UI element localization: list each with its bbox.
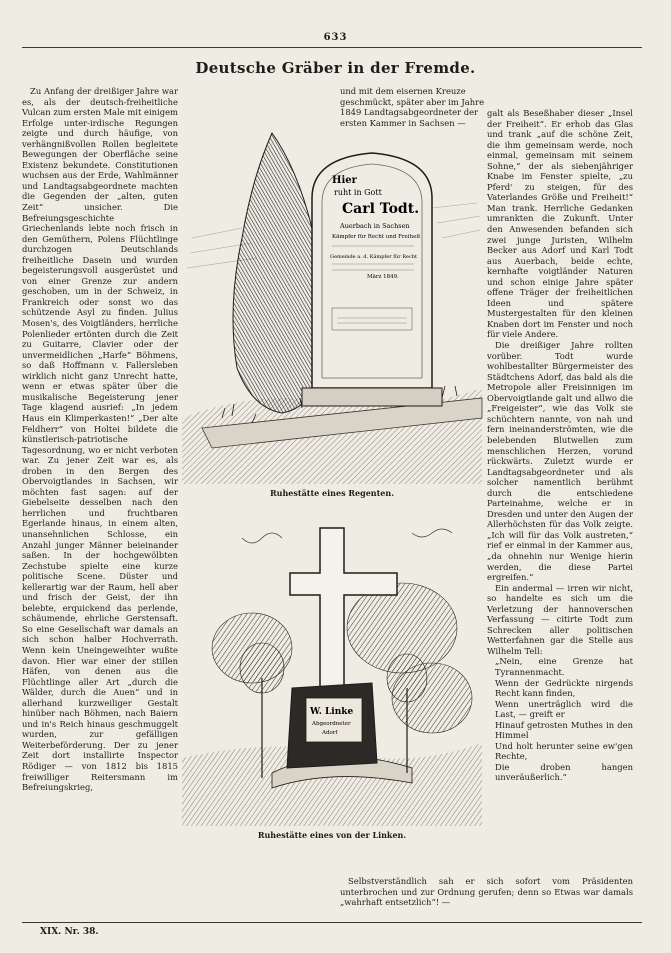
plaque-line-2: Abgeordneter	[312, 721, 351, 727]
column-left-text: Zu Anfang der dreißiger Jahre war es, als der deutsch-freiheitliche Vulcan zum ersten Male mit einigem Erfolge unter-irdische Regungen zeigte und durch häufige, von verhängnißvollen Rollen begleitete Bewegungen der Oberfläche seine Existenz bekundete. Constitutionen wuchsen aus der Erde, Wahlmänner und Landtagsabgeordnete machten die Gegenden der „alten, guten Zeit“ unsicher. Die Befreiungsgeschichte Griechenlands lebte noch frisch in den Gemüthern, Polens Flüchtlinge durchzogen Deutschlands freiheitliche Dasein und wurden begeisterungsvoll ausgerüstet und von einer Grenze zur andern geschoben, um in der Schweiz, in Frankreich oder sonst wo das schützende Asyl zu finden. Julius Mosen's, des Voigtländers, herrliche Polenlieder ertönten durch die Zeit zu Guitarre, Clavier oder der unvermeidlichen „Harfe“ Böhmens, so daß Hoffmann v. Fallersleben wirklich nicht ganz Unrecht hatte, wenn er etwas später über die musikalische Begeisterung jener Tage klagend ausrief: „In jedem Haus ein Klimperkasten!“ „Der alte Feldherr“ von Holtei bildete die künstlerisch-patriotische Tagesordnung, wo er nicht verboten war. Zu jener Zeit war es, als droben in den Bergen des Obervoigtlandes in Sachsen, wir möchten fast sagen: auf der Giebelseite desselben nach den herrlichen und fruchtbaren Egerlande hinaus, in einem alten, unansehnlichen Schlosse, ein Anzahl junger Männer beieinander saßen. In der hochgewölbten Zechstube spielte eine kurze politische Scene. Düster und kellerartig war der Raum, hell aber und frisch der Geist, der ihn belebte, erquickend das perlende, schäumende, ehrliche Gerstensaft. So eine Gesellschaft war damals an sich schon halber Hochverrath. Wenn kein Uneingeweihter wußte davon. Hier war einer der stillen Häfen, von denen aus die Flüchtlinge aller Art „durch die Wälder, durch die Auen“ und in allerhand kurzweiliger Gestalt hinüber nach Böhmen, nach Baiern und in's Reich hinaus geschmuggelt wurden, zur gefälligen Weiterbeförderung. Der zu jener Zeit dort installirte Inspector Rödiger — von 1812 bis 1815 freiwilliger Reitersmann im Befreiungskrieg,	[22, 86, 178, 793]
column-bottom-right-text: Selbstverständlich sah er sich sofort vom Präsidenten unterbrochen und zur Ordnung gerufen; denn so Etwas war damals „wahrhaft entsetzlich“! —	[340, 876, 633, 908]
caption-second: Ruhestätte eines von der Linken.	[257, 830, 407, 840]
poem-line-4: Hinauf getrosten Muthes in den Himmel	[495, 719, 633, 741]
column-middle	[340, 86, 500, 128]
poem-line-2: Wenn der Gedrückte nirgends Recht kann finden,	[495, 677, 633, 699]
column-right	[487, 108, 633, 901]
column-right-para-2: Die dreißiger Jahre rollten vorüber. Todt wurde wohlbestallter Bürgermeister des Städtchens Adorf, das bald als die Metropole aller Freisinnigen im Obervoigtlande galt und allwo die „Freigeister“, wie das Volk sie schüchtern nannte, von nah und fern ineinanderströmten, wie die belebenden Blutwellen zum menschlichen Herzen, vorund rückwärts. Zuletzt wurde er Landtagsabgeordneter und als solcher namentlich berühmt durch die entschiedene Parteinahme, welche er in Dresden und unter den Augen der Allerhöchsten für das Volk zeigte. „Ich will für das Volk austreten,“ rief er einmal in der Kammer aus, „da ohnehin nur Wenige hierin werden, die diese Partei ergreifen.“	[487, 340, 633, 583]
plaque-line-3: Adorf	[322, 730, 338, 736]
stone-line-1: Hier	[332, 175, 357, 186]
page-number: 633	[323, 32, 348, 43]
gravestone-icon	[302, 153, 442, 406]
stone-line-7: März 1849.	[367, 274, 399, 280]
poem-line-1: „Nein, eine Grenze hat Tyrannenmacht.	[495, 656, 633, 677]
caption-first: Ruhestätte eines Regenten.	[270, 488, 394, 498]
column-middle-text: und mit dem eisernen Kreuze geschmückt, später aber im Jahre 1849 Landtagsabgeordneter der ersten Kammer in Sachsen —	[340, 86, 485, 128]
illustration-cross-grave	[182, 518, 482, 826]
column-bottom-right	[340, 876, 633, 908]
stone-line-6: Gemeinde a. d. Kämpfer für Recht	[330, 254, 418, 260]
footer-rule	[22, 922, 642, 923]
stone-line-2: ruht in Gott	[334, 188, 382, 197]
stone-line-5: Kämpfer für Recht und Freiheit	[332, 234, 421, 240]
footer-issue: XIX. Nr. 38.	[40, 927, 99, 937]
article-title: Deutsche Gräber in der Fremde.	[195, 59, 476, 77]
stone-name: Carl Todt.	[342, 201, 420, 217]
stone-line-4: Auerbach in Sachsen	[340, 222, 410, 230]
poem-line-3: Wenn unerträglich wird die Last, — greift er	[495, 698, 633, 720]
column-right-para-1: galt als Beseßhaber dieser „Insel der Freiheit“. Er erhob das Glas und trank „auf die schöne Zeit, die ihm gemeinsam werde, noch einmal, gemeinsam mit seinem Sohne,“ der als siebenjähriger Knabe im Fenster spielte, „zu Pferd' zu steigen, für des Vaterlandes Größe und Freiheit!“ Man trank. Herrliche Gedanken umrankten die Zukunft. Unter den Anwesenden befanden sich zwei junge Juristen, Wilhelm Becker aus Adorf und Karl Todt aus Auerbach, beide echte, kernhafte voigtländer Naturen und schon einige Jahre später offene Träger der freiheitlichen Ideen und spätere Mustergestalten für den kleinen Knaben dort im Fenster und noch für viele Andere.	[487, 108, 633, 340]
column-right-para-3: Ein andermal — irren wir nicht, so handelte es sich um die Verletzung der hannoverschen Verfassung — citirte Todt zum Schrecken aller politischen Wetterfahnen gar die Stelle aus Wilhelm Tell:	[487, 582, 633, 656]
poem-line-5: Und holt herunter seine ew'gen Rechte,	[495, 740, 633, 762]
poem-line-6: Die droben hangen unveräußerlich.“	[495, 761, 633, 783]
illustration-gravestone-regent	[182, 118, 482, 484]
plaque-name: W. Linke	[310, 707, 354, 717]
column-left	[22, 86, 178, 921]
header-rule	[22, 47, 642, 48]
